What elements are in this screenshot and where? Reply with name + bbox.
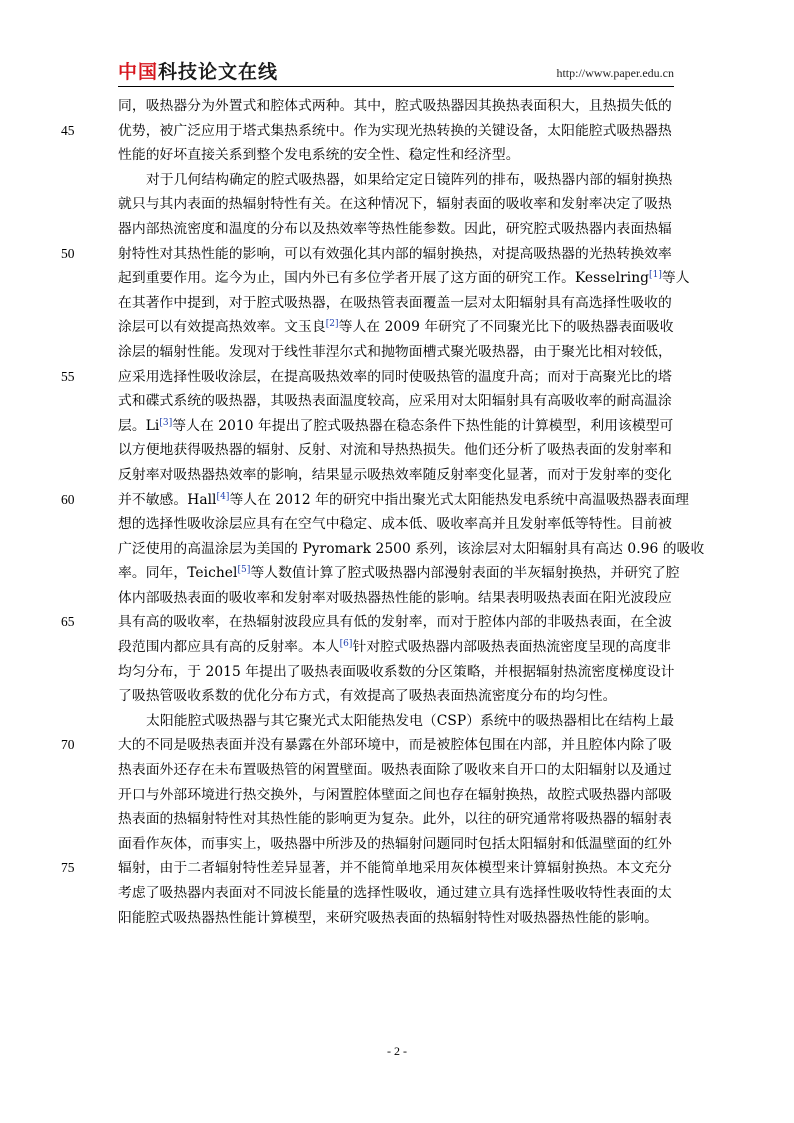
line-number: 60 bbox=[61, 491, 75, 507]
citation-ref[interactable]: [5] bbox=[237, 565, 251, 576]
logo-red-text: 中国 bbox=[118, 61, 159, 83]
text-line bbox=[118, 94, 678, 119]
text-line bbox=[118, 438, 678, 463]
text-segment: 段范围内都应具有高的反射率。本人 bbox=[118, 639, 340, 656]
text-line bbox=[61, 242, 678, 267]
text-line bbox=[118, 783, 678, 808]
text-segment: 优势，被广泛应用于塔式集热系统中。作为实现光热转换的关键设备，太阳能腔式吸热器热 bbox=[118, 122, 672, 139]
citation-ref[interactable]: [3] bbox=[159, 417, 173, 428]
text-line bbox=[118, 832, 678, 857]
text-segment: 以方便地获得吸热器的辐射、反射、对流和导热热损失。他们还分析了吸热表面的发射率和 bbox=[118, 442, 672, 459]
page-header bbox=[118, 60, 674, 86]
text-segment: 涂层的辐射性能。发现对于线性菲涅尔式和抛物面槽式聚光吸热器，由于聚光比相对较低， bbox=[118, 343, 672, 360]
line-number: 70 bbox=[61, 737, 75, 753]
text-line bbox=[118, 512, 678, 537]
text-line bbox=[61, 365, 678, 390]
text-line bbox=[61, 119, 678, 144]
text-segment: 太阳能腔式吸热器与其它聚光式太阳能热发电（CSP）系统中的吸热器相比在结构上最 bbox=[146, 712, 674, 729]
text-line bbox=[118, 266, 690, 291]
text-segment: 反射率对吸热器热效率的影响，结果显示吸热效率随反射率变化显著，而对于发射率的变化 bbox=[118, 466, 672, 483]
text-segment: 在其著作中提到，对于腔式吸热器，在吸热管表面覆盖一层对太阳辐射具有高选择性吸收的 bbox=[118, 294, 672, 311]
text-segment: 辐射，由于二者辐射特性差异显著，并不能简单地采用灰体模型来计算辐射换热。本文充分 bbox=[118, 860, 672, 877]
text-line bbox=[118, 340, 678, 365]
text-line bbox=[118, 192, 678, 217]
text-line bbox=[118, 143, 678, 168]
text-line bbox=[118, 389, 678, 414]
text-line bbox=[118, 684, 678, 709]
text-line bbox=[118, 660, 678, 685]
text-line bbox=[118, 414, 678, 439]
text-line bbox=[61, 733, 678, 758]
text-segment: 均匀分布，于 2015 年提出了吸热表面吸收系数的分区策略，并根据辐射热流密度梯度设计 bbox=[118, 663, 675, 680]
text-segment: 等人在 2010 年提出了腔式吸热器在稳态条件下热性能的计算模型，利用该模型可 bbox=[172, 417, 674, 434]
text-segment: 针对腔式吸热器内部吸热表面热流密度呈现的高度非 bbox=[352, 639, 671, 656]
line-number: 65 bbox=[61, 614, 75, 630]
text-segment: 具有高的吸收率，在热辐射波段应具有低的发射率，而对于腔体内部的非吸热表面，在全波 bbox=[118, 614, 672, 631]
text-segment: 同，吸热器分为外置式和腔体式两种。其中，腔式吸热器因其换热表面积大，且热损失低的 bbox=[118, 98, 672, 114]
text-segment: 率。同年，Teichel bbox=[118, 565, 238, 582]
text-line bbox=[118, 463, 678, 488]
text-segment: 阳能腔式吸热器热性能计算模型，来研究吸热表面的热辐射特性对吸热器热性能的影响。 bbox=[118, 909, 659, 926]
text-line bbox=[118, 315, 678, 340]
header-url: http://www.paper.edu.cn bbox=[556, 66, 674, 80]
text-segment: 射特性对其热性能的影响，可以有效强化其内部的辐射换热，对提高吸热器的光热转换效率 bbox=[118, 245, 672, 262]
citation-ref[interactable]: [1] bbox=[649, 270, 662, 281]
text-segment: 考虑了吸热器内表面对不同波长能量的选择性吸收，通过建立具有选择性吸收特性表面的太 bbox=[118, 885, 672, 901]
citation-ref[interactable]: [6] bbox=[339, 639, 353, 650]
text-segment: 涂层可以有效提高热效率。文玉良 bbox=[118, 319, 326, 336]
page-number: - 2 - bbox=[387, 1044, 407, 1058]
text-segment: 等人在 2012 年的研究中指出聚光式太阳能热发电系统中高温吸热器表面理 bbox=[229, 491, 690, 508]
text-segment: 想的选择性吸收涂层应具有在空气中稳定、成本低、吸收率高并且发射率低等特性。目前被 bbox=[118, 516, 672, 533]
text-segment: 式和碟式系统的吸热器，其吸热表面温度较高，应采用对太阳辐射具有高吸收率的耐高温涂 bbox=[118, 393, 672, 410]
text-line bbox=[118, 807, 678, 832]
text-segment: 了吸热管吸收系数的优化分布方式，有效提高了吸热表面热流密度分布的均匀性。 bbox=[118, 688, 617, 705]
text-line bbox=[118, 758, 678, 783]
text-segment: 面看作灰体，而事实上，吸热器中所涉及的热辐射问题同时包括太阳辐射和低温壁面的红外 bbox=[118, 835, 672, 852]
text-line bbox=[118, 217, 678, 242]
header-rule bbox=[118, 86, 674, 87]
line-number: 75 bbox=[61, 860, 75, 876]
text-segment: 就只与其内表面的热辐射特性有关。在这种情况下，辐射表面的吸收率和发射率决定了吸热 bbox=[118, 196, 672, 213]
text-segment: 性能的好坏直接关系到整个发电系统的安全性、稳定性和经济型。 bbox=[118, 147, 520, 164]
text-segment: 开口与外部环境进行热交换外，与闲置腔体壁面之间也存在辐射换热，故腔式吸热器内部吸 bbox=[118, 786, 672, 803]
text-segment: 体内部吸热表面的吸收率和发射率对吸热器热性能的影响。结果表明吸热表面在阳光波段应 bbox=[118, 589, 672, 606]
text-segment: 等人在 2009 年研究了不同聚光比下的吸热器表面吸收 bbox=[338, 319, 674, 336]
text-segment: 器内部热流密度和温度的分布以及热效率等热性能参数。因此，研究腔式吸热器内表面热辐 bbox=[118, 220, 672, 237]
citation-ref[interactable]: [2] bbox=[325, 319, 339, 330]
text-segment: 对于几何结构确定的腔式吸热器，如果给定定日镜阵列的排布，吸热器内部的辐射换热 bbox=[146, 171, 673, 188]
text-line bbox=[118, 537, 705, 562]
text-line bbox=[118, 561, 678, 586]
text-line bbox=[61, 856, 678, 881]
text-segment: 热表面的热辐射特性对其热性能的影响更为复杂。此外，以往的研究通常将吸热器的辐射表 bbox=[118, 811, 672, 828]
text-line bbox=[61, 610, 678, 635]
text-segment: 等人数值计算了腔式吸热器内部漫射表面的半灰辐射换热，并研究了腔 bbox=[250, 565, 680, 582]
text-line bbox=[118, 709, 678, 734]
logo-dark-text: 科技论文在线 bbox=[158, 61, 279, 83]
text-line bbox=[118, 586, 678, 611]
text-line bbox=[118, 906, 678, 931]
text-segment: 应采用选择性吸收涂层，在提高吸热效率的同时使吸热管的温度升高；而对于高聚光比的塔 bbox=[118, 368, 672, 385]
line-number: 55 bbox=[61, 368, 75, 384]
text-segment: 广泛使用的高温涂层为美国的 Pyromark 2500 系列，该涂层对太阳辐射具有高达 0.96 的吸收 bbox=[118, 540, 705, 557]
journal-logo bbox=[118, 60, 278, 84]
text-line bbox=[118, 635, 678, 660]
text-line bbox=[118, 881, 678, 906]
text-segment: 大的不同是吸热表面并没有暴露在外部环境中，而是被腔体包围在内部，并且腔体内除了吸 bbox=[118, 737, 672, 754]
text-line bbox=[61, 488, 690, 513]
body-text bbox=[61, 94, 705, 930]
text-segment: 层。Li bbox=[118, 417, 160, 434]
text-segment: 热表面外还存在未布置吸热管的闲置壁面。吸热表面除了吸收来自开口的太阳辐射以及通过 bbox=[118, 762, 672, 779]
line-number: 50 bbox=[61, 245, 75, 261]
citation-ref[interactable]: [4] bbox=[216, 491, 230, 502]
text-segment: 起到重要作用。迄今为止，国内外已有多位学者开展了这方面的研究工作。Kesselring bbox=[118, 270, 650, 287]
text-segment: 并不敏感。Hall bbox=[118, 491, 217, 508]
text-segment: 等人 bbox=[661, 270, 690, 287]
text-line bbox=[118, 168, 678, 193]
text-line bbox=[118, 291, 678, 316]
line-number: 45 bbox=[61, 122, 75, 138]
